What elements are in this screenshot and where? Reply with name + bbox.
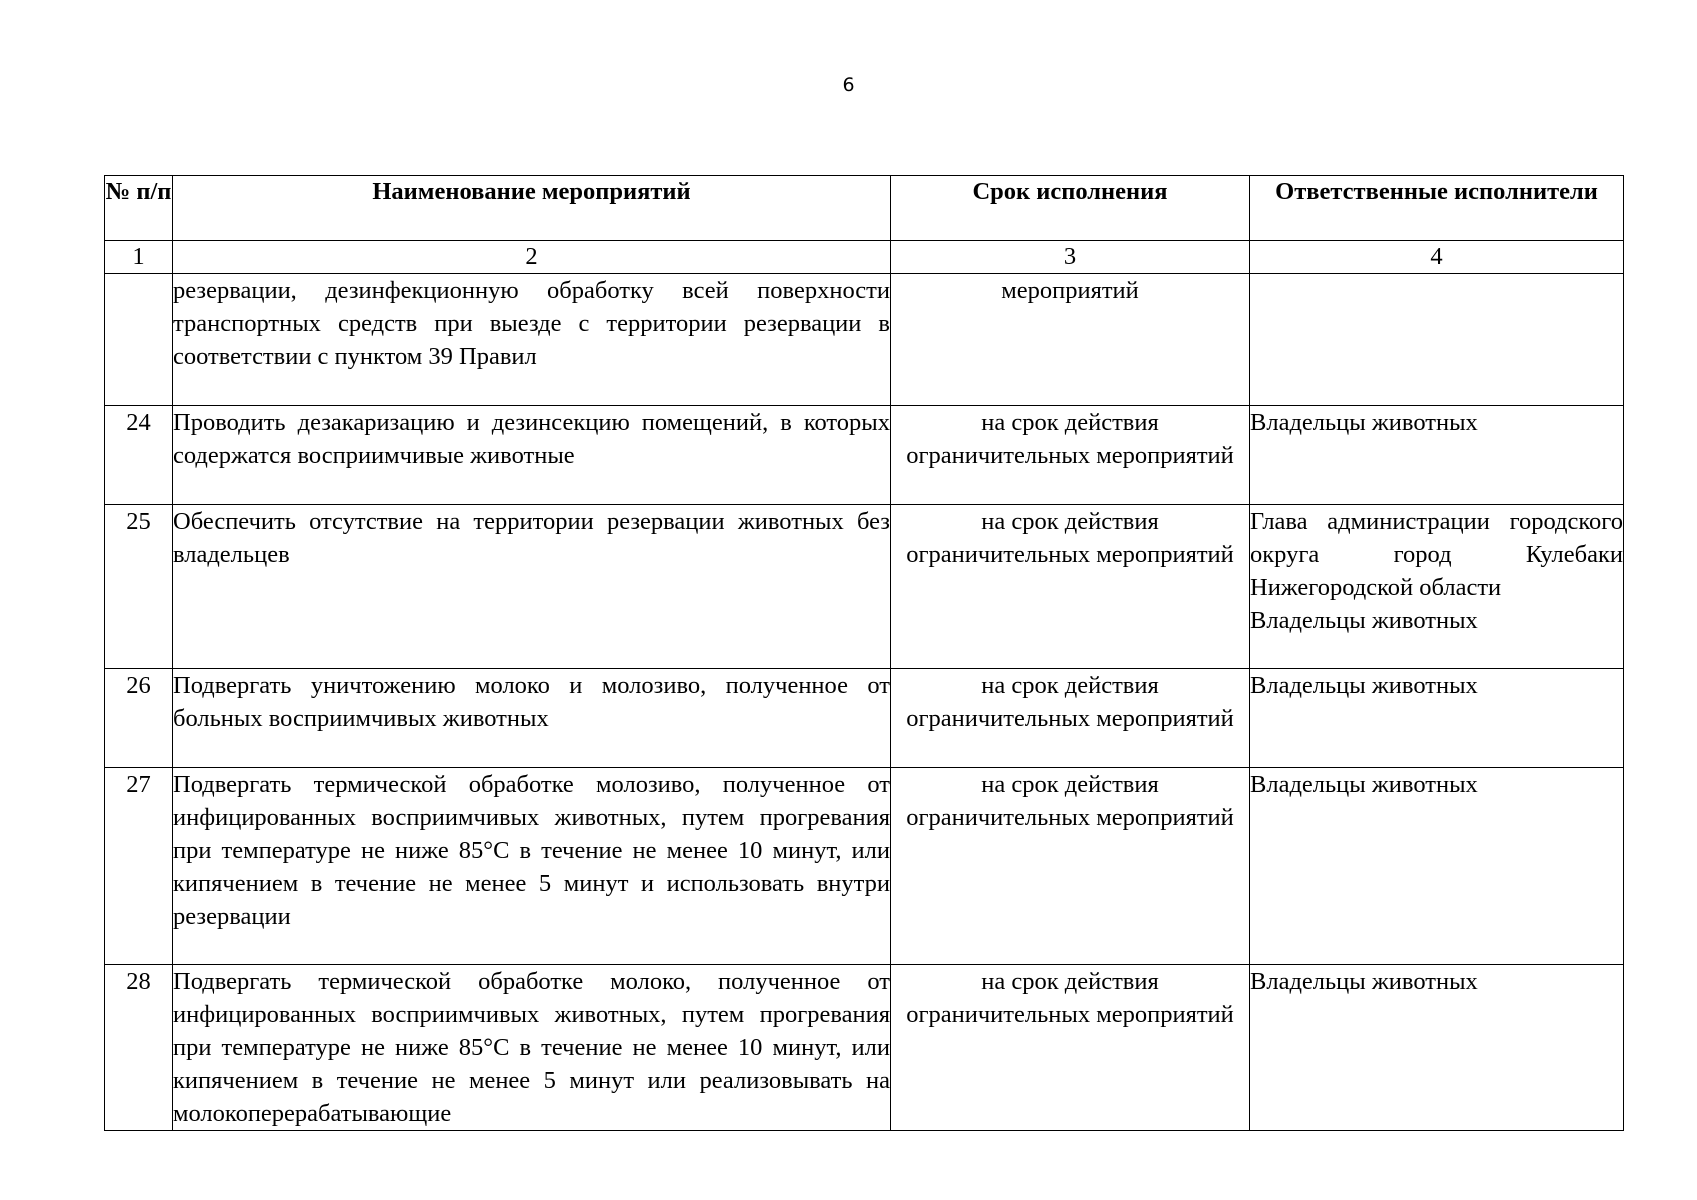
measure-name: Обеспечить отсутствие на территории резервации животных без владельцев: [173, 505, 891, 669]
responsible: [1250, 406, 1624, 505]
responsible-main: Владельцы животных: [1250, 672, 1478, 699]
header-deadline: Срок исполнения: [891, 176, 1250, 241]
header-number: № п/п: [105, 176, 173, 241]
table-row: [105, 406, 1624, 505]
deadline: мероприятий: [891, 274, 1250, 406]
table-row: [105, 965, 1624, 1131]
header-measure-name: Наименование мероприятий: [173, 176, 891, 241]
deadline: на срок действия ограничительных мероприятий: [891, 406, 1250, 505]
responsible: [1250, 274, 1624, 406]
row-number: [105, 274, 173, 406]
responsible: [1250, 965, 1624, 1131]
responsible: [1250, 669, 1624, 768]
table-row: [105, 669, 1624, 768]
responsible: [1250, 768, 1624, 965]
responsible-main: Глава администрации городского округа город Кулебаки Нижегородской области: [1250, 508, 1623, 601]
table-row: [105, 768, 1624, 965]
responsible: [1250, 505, 1624, 669]
row-number: 25: [105, 505, 173, 669]
deadline: на срок действия ограничительных мероприятий: [891, 669, 1250, 768]
measures-table: [104, 175, 1624, 1131]
column-number: 2: [173, 241, 891, 274]
row-number: 27: [105, 768, 173, 965]
measure-name: Подвергать термической обработке молозиво, полученное от инфицированных восприимчивых животных, путем прогревания при температуре не ниже 85°С в течение не менее 10 минут, или кипячением в течение не менее 5 минут и использовать внутри резервации: [173, 768, 891, 965]
row-number: 24: [105, 406, 173, 505]
measure-name: Подвергать уничтожению молоко и молозиво, полученное от больных восприимчивых животных: [173, 669, 891, 768]
row-number: 28: [105, 965, 173, 1131]
measure-name: резервации, дезинфекционную обработку всей поверхности транспортных средств при выезде с территории резервации в соответствии с пунктом 39 Правил: [173, 274, 891, 406]
table-header-row: [105, 176, 1624, 241]
deadline: на срок действия ограничительных мероприятий: [891, 768, 1250, 965]
header-responsible: Ответственные исполнители: [1250, 176, 1624, 241]
column-number-row: [105, 241, 1624, 274]
column-number: 3: [891, 241, 1250, 274]
table-row: [105, 274, 1624, 406]
row-number: 26: [105, 669, 173, 768]
table-row: [105, 505, 1624, 669]
measure-name: Подвергать термической обработке молоко, полученное от инфицированных восприимчивых животных, путем прогревания при температуре не ниже 85°С в течение не менее 10 минут, или кипячением в течение не менее 5 минут или реализовывать на молокоперерабатывающие: [173, 965, 891, 1131]
column-number: 4: [1250, 241, 1624, 274]
measure-name: Проводить дезакаризацию и дезинсекцию помещений, в которых содержатся восприимчивые животные: [173, 406, 891, 505]
page-number: 6: [842, 74, 855, 96]
column-number: 1: [105, 241, 173, 274]
responsible-main: Владельцы животных: [1250, 409, 1478, 436]
deadline: на срок действия ограничительных мероприятий: [891, 505, 1250, 669]
deadline: на срок действия ограничительных мероприятий: [891, 965, 1250, 1131]
responsible-extra: Владельцы животных: [1250, 607, 1478, 634]
responsible-main: Владельцы животных: [1250, 771, 1478, 798]
responsible-main: Владельцы животных: [1250, 968, 1478, 995]
